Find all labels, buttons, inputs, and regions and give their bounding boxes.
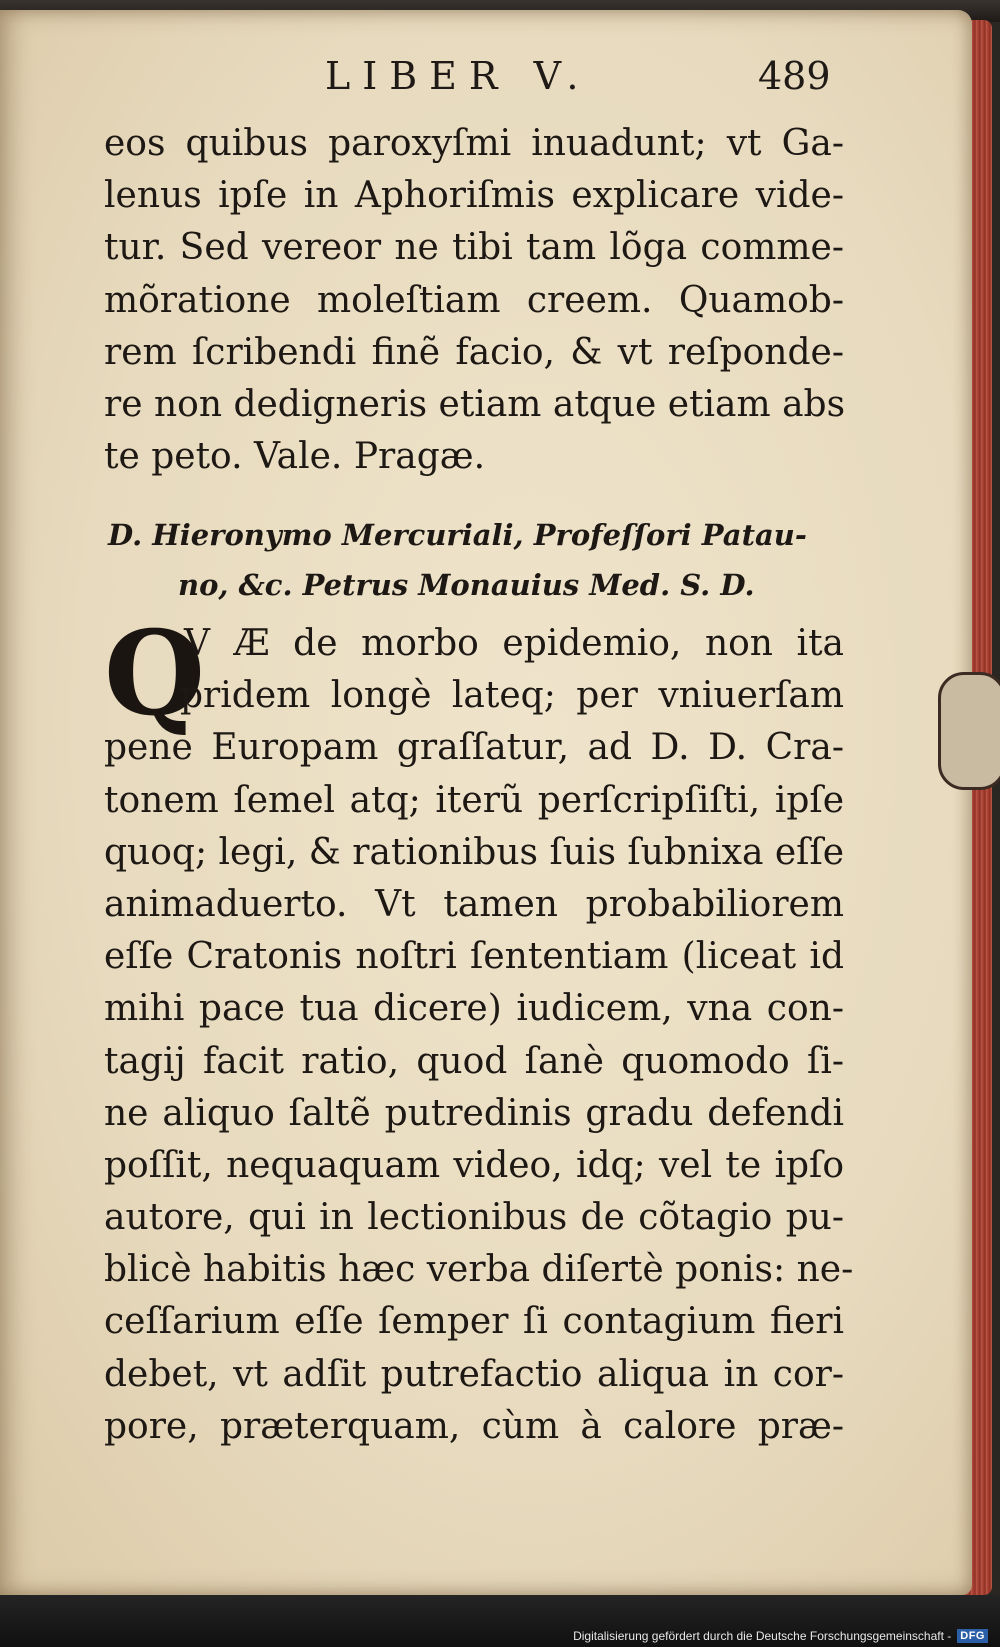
text-line: mihi pace tua dicere) iudicem, vna con- — [104, 988, 844, 1030]
text-line: animaduerto. Vt tamen probabiliorem — [104, 883, 844, 925]
letter-ending — [104, 118, 844, 483]
text-line: rem ſcribendi finẽ facio, & vt reſponde- — [104, 331, 844, 373]
text-line: tur. Sed vereor ne tibi tam lõga comme- — [104, 227, 844, 269]
text-line: pore, præterquam, cùm à calore præ- — [104, 1405, 844, 1447]
digitization-credit — [573, 1629, 988, 1643]
text-line: re non dedigneris etiam atque etiam abs — [104, 383, 846, 425]
text-line: eſſe Cratonis noſtri ſententiam (liceat id — [104, 936, 844, 978]
epistle-body — [104, 606, 854, 1453]
text-line: tagij facit ratio, quod ſanè quomodo ſi- — [104, 1040, 844, 1082]
book-clasp — [938, 672, 1000, 790]
text-line: blicè habitis hæc verba diſertè ponis: ne- — [104, 1249, 854, 1291]
text-line: tonem ſemel atq; iterũ perſcripſiſti, ipſe — [104, 779, 844, 821]
text-line: pridem longè lateq; per vniuerſam — [180, 675, 844, 717]
drop-cap: Q — [104, 606, 206, 742]
book-page — [0, 10, 972, 1595]
text-line: lenus ipſe in Aphoriſmis explicare vide- — [104, 175, 844, 217]
epistle-heading — [108, 510, 848, 610]
text-line: autore, qui in lectionibus de cõtagio pu- — [104, 1197, 844, 1239]
scan-footer — [0, 1595, 1000, 1647]
text-line: V Æ de morbo epidemio, non ita — [184, 623, 844, 664]
heading-line-1: D. Hieronymo Mercuriali, Profeſſori Patau- — [108, 518, 807, 552]
page-header — [0, 54, 972, 114]
text-line: debet, vt adſit putrefactio aliqua in cor- — [104, 1353, 844, 1395]
heading-line-2: no, &c. Petrus Monauius Med. S. D. — [178, 568, 755, 602]
text-line: mõratione moleſtiam creem. Quamob- — [104, 279, 844, 321]
text-line: te peto. Vale. Pragæ. — [104, 436, 486, 478]
dfg-logo: DFG — [957, 1629, 988, 1643]
page-number: 489 — [758, 54, 831, 98]
text-line: eos quibus paroxyſmi inuadunt; vt Ga- — [104, 123, 844, 164]
text-line: poſſit, nequaquam video, idq; vel te ipſo — [104, 1144, 844, 1186]
credit-text: Digitalisierung gefördert durch die Deutsche Forschungsgemeinschaft - — [573, 1629, 952, 1643]
text-line: ceſſarium eſſe ſemper ſi contagium fieri — [104, 1301, 844, 1343]
text-line: quoq; legi, & rationibus ſuis ſubnixa eſſe — [104, 831, 845, 873]
running-head: LIBER V. — [325, 54, 591, 98]
text-line: ne aliquo ſaltẽ putredinis gradu defendi — [104, 1092, 844, 1134]
text-line: pene Europam graſſatur, ad D. D. Cra- — [104, 727, 844, 769]
